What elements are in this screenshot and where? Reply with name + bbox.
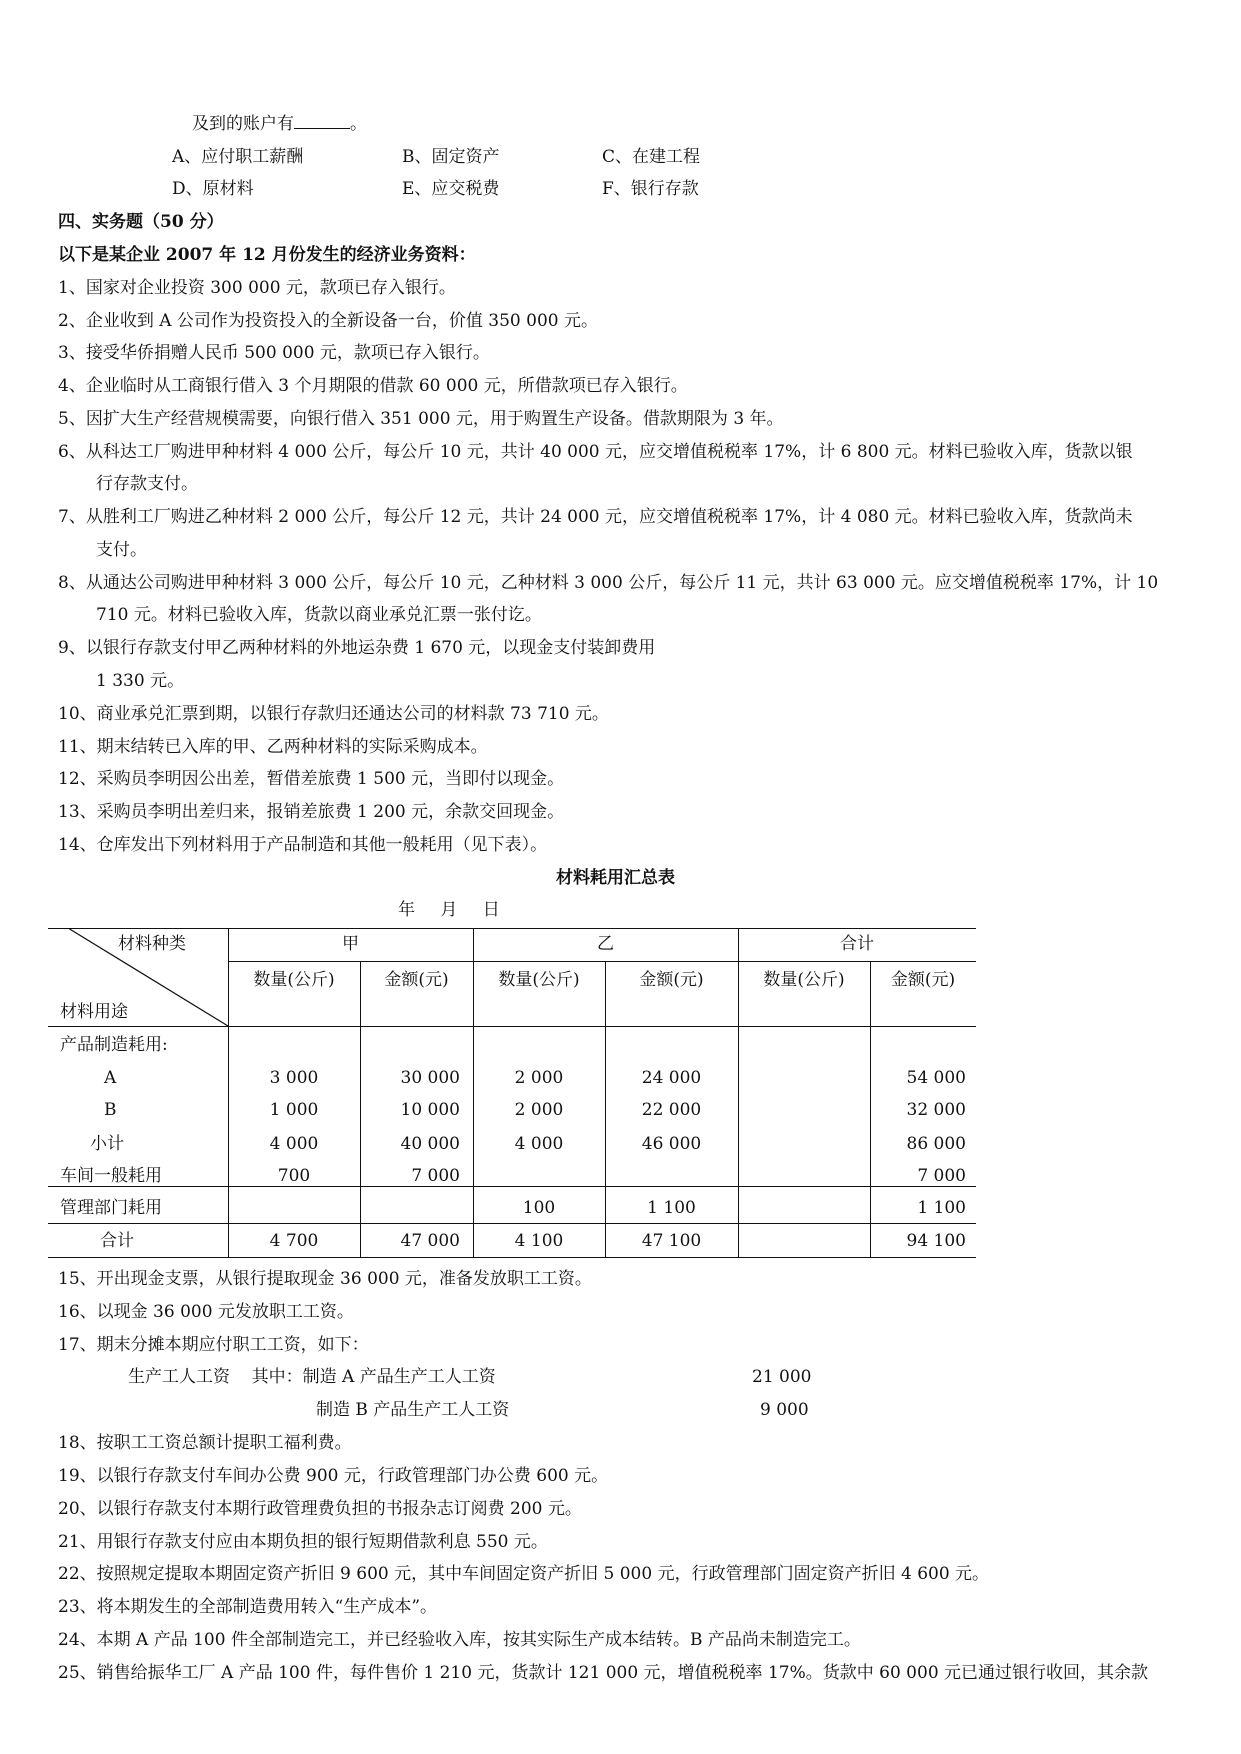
table-cell: 94 100	[906, 1231, 966, 1251]
option-d: D、原材料	[172, 179, 254, 199]
table-cell: 3 000	[269, 1068, 319, 1088]
item-14: 14、仓库发出下列材料用于产品制造和其他一般耗用（见下表）。	[58, 835, 548, 855]
item-4: 4、企业临时从工商银行借入 3 个月期限的借款 60 000 元，所借款项已存入银行。	[58, 376, 688, 396]
item-9-cont: 1 330 元。	[96, 671, 185, 691]
answer-blank	[294, 114, 350, 129]
subhead-qty: 数量(公斤)	[763, 970, 845, 990]
table-cell: 4 100	[514, 1231, 564, 1251]
row-label: A	[104, 1068, 117, 1088]
table-cell: 1 000	[269, 1100, 319, 1120]
item-21: 21、用银行存款支付应由本期负担的银行短期借款利息 550 元。	[58, 1532, 548, 1552]
item-16: 16、以现金 36 000 元发放职工工资。	[58, 1302, 354, 1322]
item-15: 15、开出现金支票，从银行提取现金 36 000 元，准备发放职工工资。	[58, 1269, 592, 1289]
subhead-qty: 数量(公斤)	[498, 970, 580, 990]
item-3: 3、接受华侨捐赠人民币 500 000 元，款项已存入银行。	[58, 343, 490, 363]
table-rule-subtotal	[48, 1186, 976, 1187]
table-title: 材料耗用汇总表	[556, 868, 675, 888]
item-2: 2、企业收到 A 公司作为投资投入的全新设备一台，价值 350 000 元。	[58, 311, 599, 331]
option-a: A、应付职工薪酬	[172, 147, 304, 167]
row-label: 管理部门耗用	[60, 1198, 162, 1218]
table-cell: 4 000	[269, 1134, 319, 1154]
table-cell: 1 100	[647, 1198, 696, 1218]
item-9: 9、以银行存款支付甲乙两种材料的外地运杂费 1 670 元，以现金支付装卸费用	[58, 638, 656, 658]
section-heading: 四、实务题（50 分）	[58, 212, 224, 232]
wages-line-1: 生产工人工资 其中：制造 A 产品生产工人工资	[128, 1367, 496, 1387]
subhead-amount: 金额(元)	[384, 970, 449, 990]
item-13: 13、采购员李明出差归来，报销差旅费 1 200 元，余款交回现金。	[58, 802, 565, 822]
item-17: 17、期末分摊本期应付职工工资，如下：	[58, 1335, 369, 1355]
item-18: 18、按职工工资总额计提职工福利费。	[58, 1433, 352, 1453]
item-20: 20、以银行存款支付本期行政管理费负担的书报杂志订阅费 200 元。	[58, 1499, 582, 1519]
item-19: 19、以银行存款支付车间办公费 900 元，行政管理部门办公费 600 元。	[58, 1466, 609, 1486]
option-c: C、在建工程	[602, 147, 701, 167]
table-date: 年 月 日	[398, 900, 510, 920]
table-cell: 1 100	[917, 1198, 966, 1218]
table-rule-total	[48, 1223, 976, 1224]
item-25: 25、销售给振华工厂 A 产品 100 件，每件售价 1 210 元，货款计 121 000 元，增值税税率 17%。货款中 60 000 元已通过银行收回，其余款	[58, 1663, 1149, 1683]
item-7: 7、从胜利工厂购进乙种材料 2 000 公斤，每公斤 12 元，共计 24 000 元，应交增值税税率 17%，计 4 080 元。材料已验收入库，货款尚未	[58, 507, 1133, 527]
item-5: 5、因扩大生产经营规模需要，向银行借入 351 000 元，用于购置生产设备。借款期限为 3 年。	[58, 409, 784, 429]
item-7-cont: 支付。	[96, 540, 147, 560]
group-yi: 乙	[597, 934, 614, 954]
group-jia: 甲	[342, 934, 359, 954]
table-cell: 54 000	[906, 1068, 966, 1088]
material-table	[48, 928, 976, 1258]
item-12: 12、采购员李明因公出差，暂借差旅费 1 500 元，当即付以现金。	[58, 769, 565, 789]
table-cell: 7 000	[917, 1166, 966, 1186]
table-cell: 7 000	[411, 1166, 460, 1186]
table-cell: 32 000	[906, 1100, 966, 1120]
table-rule-bottom	[48, 1257, 976, 1258]
row-label: 合计	[100, 1231, 134, 1251]
table-cell: 40 000	[400, 1134, 460, 1154]
table-cell: 10 000	[400, 1100, 460, 1120]
item-22: 22、按照规定提取本期固定资产折旧 9 600 元，其中车间固定资产折旧 5 000 元，行政管理部门固定资产折旧 4 600 元。	[58, 1564, 990, 1584]
table-rule-group	[228, 961, 976, 962]
subhead-amount: 金额(元)	[890, 970, 956, 990]
item-11: 11、期末结转已入库的甲、乙两种材料的实际采购成本。	[58, 737, 488, 757]
row-label: B	[104, 1100, 117, 1120]
corner-top-label: 材料种类	[118, 934, 186, 954]
question-tail	[192, 113, 367, 135]
table-cell: 86 000	[906, 1134, 966, 1154]
table-cell: 4 000	[514, 1134, 564, 1154]
item-8-cont: 710 元。材料已验收入库，货款以商业承兑汇票一张付讫。	[96, 605, 542, 625]
question-end: 。	[350, 114, 367, 134]
item-1: 1、国家对企业投资 300 000 元，款项已存入银行。	[58, 278, 456, 298]
table-cell: 100	[522, 1198, 556, 1218]
table-cell: 47 100	[641, 1231, 702, 1251]
item-10: 10、商业承兑汇票到期，以银行存款归还通达公司的材料款 73 710 元。	[58, 704, 609, 724]
option-b: B、固定资产	[402, 147, 500, 167]
table-cell: 2 000	[514, 1068, 564, 1088]
row-label: 产品制造耗用:	[60, 1035, 168, 1055]
table-cell: 46 000	[641, 1134, 702, 1154]
table-cell: 2 000	[514, 1100, 564, 1120]
question-tail-text: 及到的账户有	[192, 114, 294, 134]
item-23: 23、将本期发生的全部制造费用转入“生产成本”。	[58, 1597, 438, 1617]
table-cell: 47 000	[400, 1231, 460, 1251]
subhead-qty: 数量(公斤)	[253, 970, 335, 990]
subhead-amount: 金额(元)	[639, 970, 704, 990]
item-6-cont: 行存款支付。	[96, 474, 198, 494]
item-6: 6、从科达工厂购进甲种材料 4 000 公斤，每公斤 10 元，共计 40 000 元，应交增值税税率 17%，计 6 800 元。材料已验收入库，货款以银	[58, 442, 1133, 462]
table-cell: 30 000	[400, 1068, 460, 1088]
wages-value-1: 21 000	[752, 1367, 812, 1387]
table-cell: 24 000	[641, 1068, 702, 1088]
option-e: E、应交税费	[402, 179, 500, 199]
table-cell: 4 700	[269, 1231, 319, 1251]
table-cell: 22 000	[641, 1100, 702, 1120]
item-24: 24、本期 A 产品 100 件全部制造完工，并已经验收入库，按其实际生产成本结转。B 产品尚未制造完工。	[58, 1630, 861, 1650]
wages-line-2: 制造 B 产品生产工人工资	[316, 1400, 510, 1420]
item-8: 8、从通达公司购进甲种材料 3 000 公斤，每公斤 10 元，乙种材料 3 000 公斤，每公斤 11 元，共计 63 000 元。应交增值税税率 17%，计 10	[58, 573, 1159, 593]
option-f: F、银行存款	[602, 179, 699, 199]
section-intro: 以下是某企业 2007 年 12 月份发生的经济业务资料：	[58, 245, 476, 265]
group-total: 合计	[840, 934, 874, 954]
corner-bottom-label: 材料用途	[60, 1002, 128, 1022]
wages-value-2: 9 000	[760, 1400, 809, 1420]
row-label: 小计	[90, 1134, 124, 1154]
row-label: 车间一般耗用	[60, 1166, 162, 1186]
table-cell: 700	[277, 1166, 311, 1186]
